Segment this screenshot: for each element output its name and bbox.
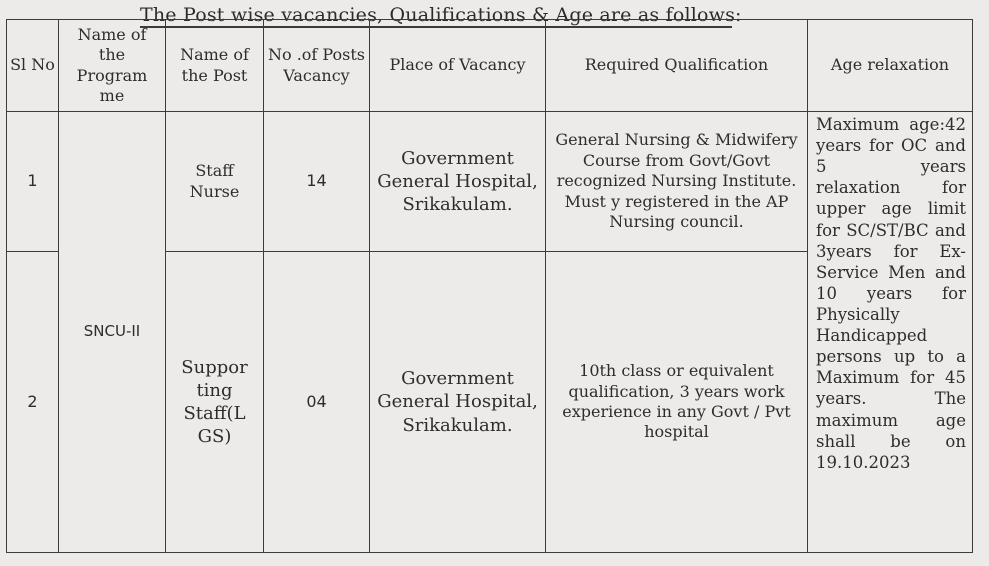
row-1-qualification: General Nursing & Midwifery Course from Govt/Govt recognized Nursing Institute. Must y registered in the AP Nursing council. — [546, 112, 808, 252]
program-name: SNCU-II — [59, 112, 166, 553]
header-row — [7, 20, 973, 112]
row-2-sl-no: 2 — [7, 252, 59, 553]
header-sl-no: Sl No — [7, 20, 59, 112]
row-2-posts-vacancy: 04 — [264, 252, 370, 553]
row-1-sl-no: 1 — [7, 112, 59, 252]
row-1-posts-vacancy: 14 — [264, 112, 370, 252]
header-age-relaxation: Age relaxation — [808, 20, 973, 112]
header-posts-vacancy: No .of Posts Vacancy — [264, 20, 370, 112]
table-row — [7, 112, 973, 252]
table-caption: The Post wise vacancies, Qualifications & Age are as follows: — [140, 4, 742, 26]
header-qualification: Required Qualification — [546, 20, 808, 112]
row-1-place: Government General Hospital, Srikakulam. — [370, 112, 546, 252]
header-program: Name of the Program me — [59, 20, 166, 112]
header-place: Place of Vacancy — [370, 20, 546, 112]
row-2-place: Government General Hospital, Srikakulam. — [370, 252, 546, 553]
row-1-post: Staff Nurse — [166, 112, 264, 252]
header-post: Name of the Post — [166, 20, 264, 112]
row-2-post: Suppor ting Staff(L GS) — [166, 252, 264, 553]
vacancy-table — [6, 19, 973, 553]
age-relaxation: Maximum age:42 years for OC and 5 years relaxation for upper age limit for SC/ST/BC and 3years for Ex-Service Men and 10 years for Physically Handicapped persons up to a Maximum for 45 years. The maximum age shall be on 19.10.2023 — [808, 112, 973, 553]
row-2-qualification: 10th class or equivalent qualification, 3 years work experience in any Govt / Pvt hospital — [546, 252, 808, 553]
